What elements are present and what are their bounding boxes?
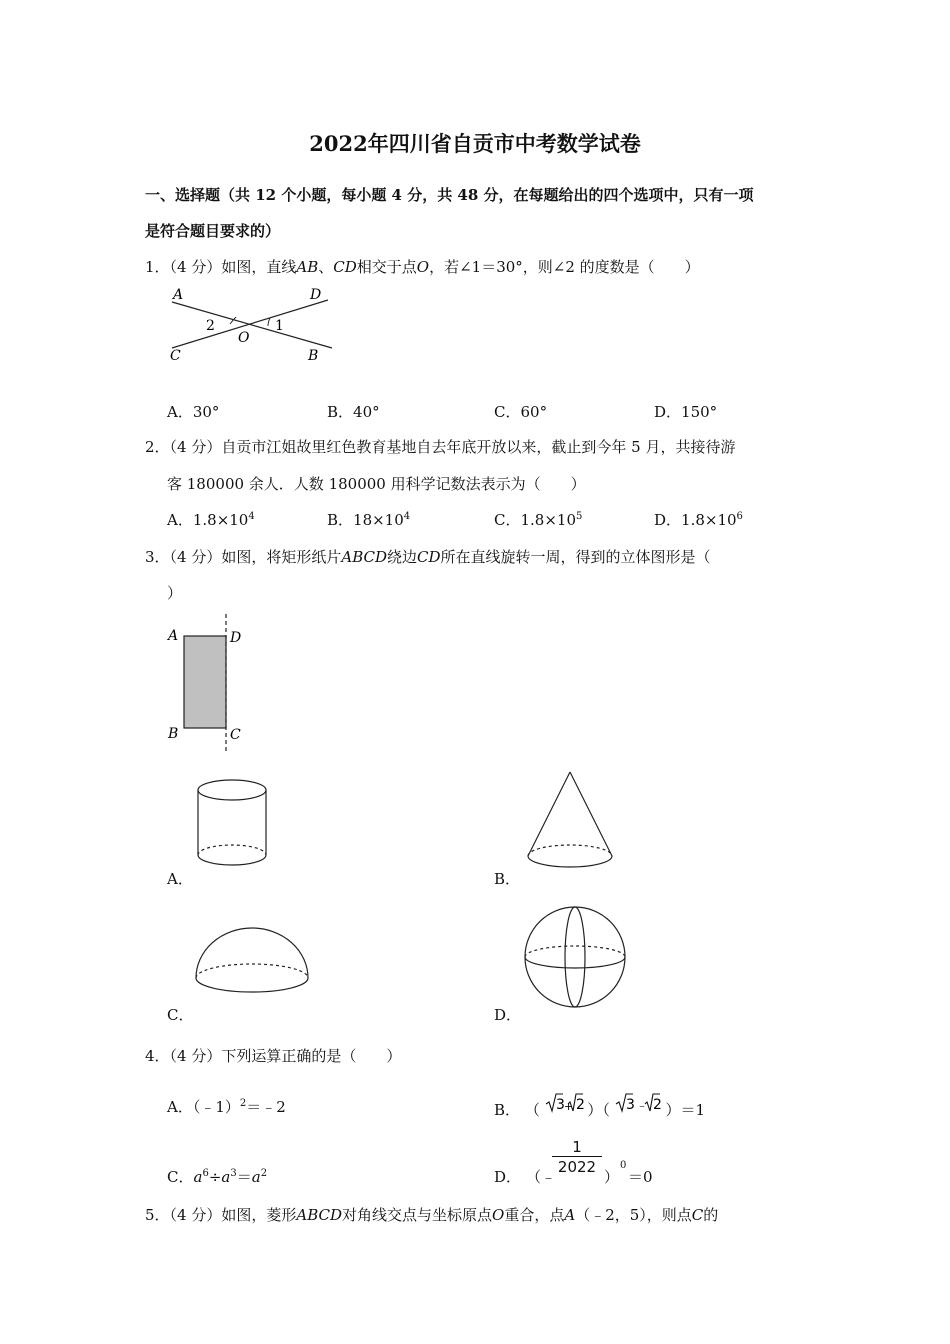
question-number: 5．	[145, 1206, 170, 1224]
svg-text:+: +	[563, 1100, 573, 1113]
svg-text:2: 2	[652, 1097, 662, 1113]
q4-option-c[interactable]: C．$a^6\div a^3=a^2$	[167, 1168, 268, 1186]
page-title: 2022年四川省自贡市中考数学试卷	[309, 131, 641, 156]
question-4-stem: 4．（4 分）下列运算正确的是（ ）	[145, 1047, 402, 1065]
sqrt-3-plus-sqrt-2	[545, 1090, 583, 1114]
hemisphere-figure	[190, 928, 315, 1008]
svg-text:3: 3	[555, 1097, 565, 1113]
line-cd	[172, 300, 328, 348]
label-d: D	[230, 630, 242, 646]
q2-option-d[interactable]: D．$1.8\times 10^6$	[654, 511, 743, 529]
q1-option-c[interactable]: C．60°	[494, 403, 548, 421]
q1-intersecting-lines-figure	[160, 280, 350, 370]
question-number: 1．	[145, 258, 170, 276]
label-o: O	[238, 330, 250, 346]
svg-text:2: 2	[575, 1097, 585, 1113]
label-d: D	[310, 287, 322, 303]
q2-option-a[interactable]: A．$1.8\times 10^4$	[167, 511, 255, 529]
q3-option-b[interactable]: B．	[494, 870, 521, 888]
q4-option-a[interactable]: A．（﹣1）$^2$＝﹣2	[167, 1098, 286, 1116]
section-header-line2: 是符合题目要求的）	[145, 222, 281, 240]
question-2-stem-line1: 2．（4 分）自贡市江姐故里红色教育基地自去年底开放以来，截止到今年 5 月，共接待游	[145, 438, 736, 456]
question-1-stem: 1．（4 分）如图，直线AB、CD相交于点O，若∠1＝30°，则∠2 的度数是（ ）	[145, 258, 700, 276]
label-angle-2: 2	[206, 318, 215, 334]
sphere-figure	[522, 904, 628, 1010]
label-c: C	[170, 348, 181, 364]
q3-option-a[interactable]: A．	[167, 870, 193, 888]
cylinder-figure	[190, 775, 275, 875]
q1-option-a[interactable]: A．30°	[167, 403, 220, 421]
label-angle-1: 1	[275, 318, 284, 334]
q1-option-b[interactable]: B．40°	[327, 403, 380, 421]
label-a: A	[173, 287, 184, 303]
question-number: 3．	[145, 548, 170, 566]
svg-text:﹣: ﹣	[635, 1098, 648, 1112]
question-number: 4．	[145, 1047, 170, 1065]
section-header-line1: 一、选择题（共 12 个小题，每小题 4 分，共 48 分，在每题给出的四个选项中，只有一项	[145, 186, 754, 204]
cone-figure	[520, 768, 620, 876]
q3-rectangle-figure	[160, 612, 260, 757]
question-5-stem: 5．（4 分）如图，菱形ABCD对角线交点与坐标原点O重合，点A（﹣2，5），则点C的	[145, 1206, 719, 1224]
fraction-1-over-2022: 1 2022	[552, 1138, 602, 1177]
svg-text:3: 3	[625, 1097, 635, 1113]
q3-option-c[interactable]: C．	[167, 1006, 194, 1024]
question-3-stem-line1: 3．（4 分）如图，将矩形纸片ABCD绕边CD所在直线旋转一周，得到的立体图形是（	[145, 548, 711, 566]
question-number: 2．	[145, 438, 170, 456]
label-b: B	[308, 348, 319, 364]
label-c: C	[230, 727, 241, 743]
question-3-stem-line2: ）	[167, 584, 183, 602]
sqrt-3-minus-sqrt-2	[615, 1090, 661, 1114]
q2-option-b[interactable]: B．$18\times 10^4$	[327, 511, 411, 529]
q3-option-d[interactable]: D．	[494, 1006, 522, 1024]
rectangle-abcd	[184, 636, 226, 728]
q4-option-b[interactable]: B． （ 3 + 2 ）（ 3 ﹣ 2 ）＝1	[494, 1090, 705, 1118]
q1-option-d[interactable]: D．150°	[654, 403, 718, 421]
angle-1-arc	[268, 318, 270, 326]
question-2-stem-line2: 客 180000 余人．人数 180000 用科学记数法表示为（ ）	[167, 475, 586, 493]
label-b: B	[168, 726, 179, 742]
q2-option-c[interactable]: C．$1.8\times 10^5$	[494, 511, 583, 529]
label-a: A	[168, 628, 179, 644]
